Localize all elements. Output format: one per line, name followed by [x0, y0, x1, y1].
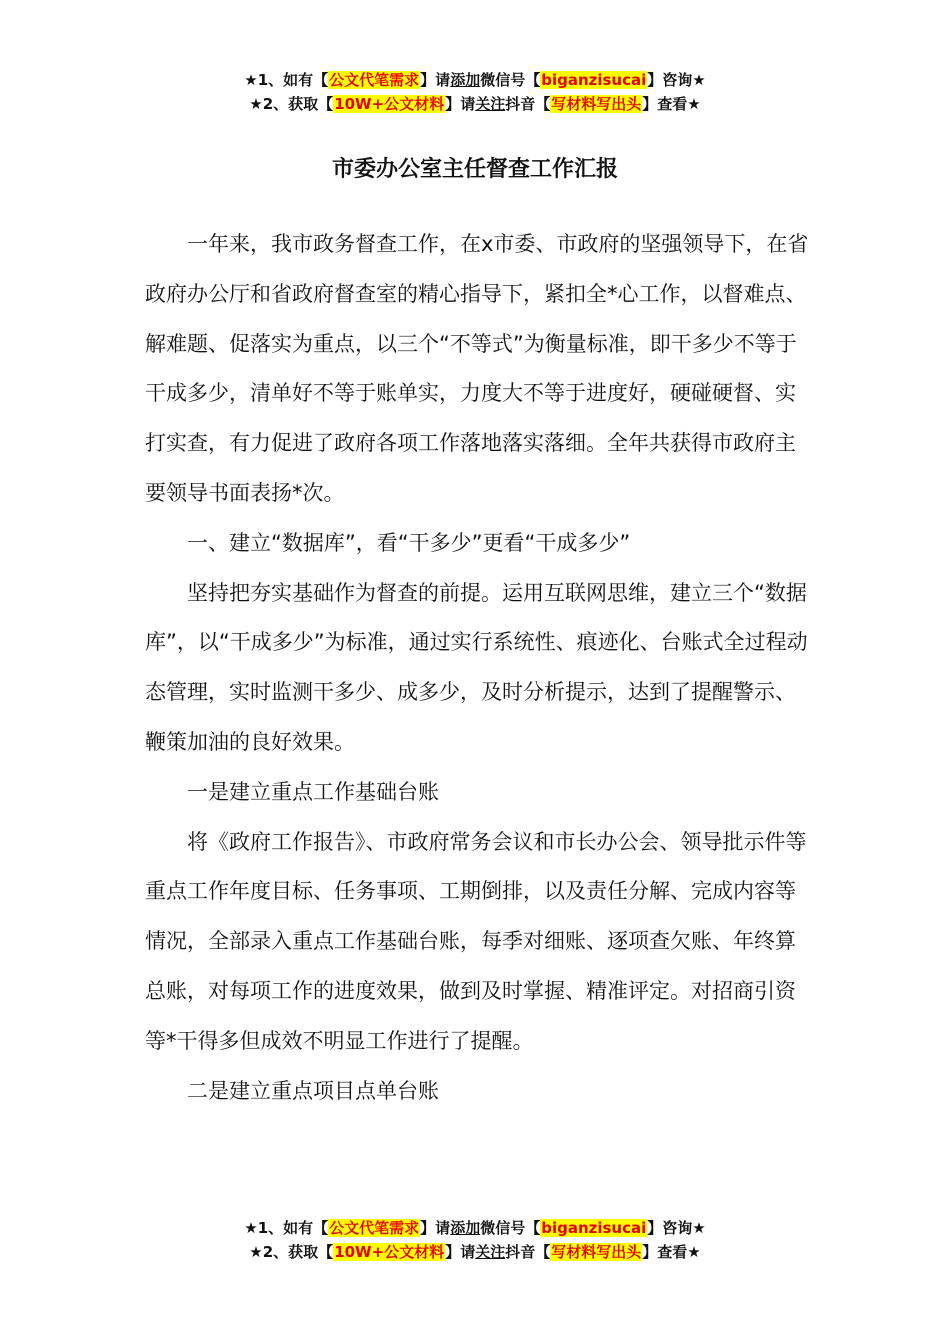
subsection-heading: 二是建立重点项目点单台账 [187, 1078, 439, 1103]
subsection-heading: 一是建立重点工作基础台账 [187, 779, 439, 804]
document-body [145, 220, 810, 1116]
paragraph: 一年来，我市政务督查工作，在x市委、市政府的坚强领导下，在省政府办公厅和省政府督查室的精心指导下，紧扣全*心工作，以督难点、解难题、促落实为重点，以三个“不等式”为衡量标准，即干多少不等于干成多少，清单好不等于账单实，力度大不等于进度好，硬碰硬督、实打实查，有力促进了政府各项工作落地落实落细。全年共获得市政府主要领导书面表扬*次。 [145, 232, 809, 505]
highlight-wechat-id: biganzisucai [541, 71, 647, 89]
promo-line-2: ★2、获取【10W+公文材料】请关注抖音【写材料写出头】查看★ [249, 95, 701, 113]
paragraph: 将《政府工作报告》、市政府常务会议和市长办公会、领导批示件等重点工作年度目标、任务事项、工期倒排，以及责任分解、完成内容等情况，全部录入重点工作基础台账，每季对细账、逐项查欠账、年终算总账，对每项工作的进度效果，做到及时掌握、精准评定。对招商引资等*干得多但成效不明显工作进行了提醒。 [145, 829, 807, 1053]
document-title: 市委办公室主任督查工作汇报 [331, 157, 618, 182]
promo-line-1: ★1、如有【公文代笔需求】请添加微信号【biganzisucai】咨询★ [244, 71, 706, 89]
promo-banner-top [0, 68, 950, 116]
highlight-service: 公文代笔需求 [329, 1219, 420, 1237]
highlight-douyin-id: 写材料写出头 [551, 95, 642, 113]
highlight-service: 公文代笔需求 [329, 71, 420, 89]
highlight-materials: 10W+公文材料 [334, 95, 445, 113]
highlight-douyin-id: 写材料写出头 [551, 1243, 642, 1261]
promo-banner-bottom [0, 1216, 950, 1264]
highlight-materials: 10W+公文材料 [334, 1243, 445, 1261]
promo-line-2: ★2、获取【10W+公文材料】请关注抖音【写材料写出头】查看★ [249, 1243, 701, 1261]
paragraph: 坚持把夯实基础作为督查的前提。运用互联网思维，建立三个“数据库”，以“干成多少”为标准，通过实行系统性、痕迹化、台账式全过程动态管理，实时监测干多少、成多少，及时分析提示，达到了提醒警示、鞭策加油的良好效果。 [145, 580, 808, 754]
section-heading: 一、建立“数据库”，看“干多少”更看“干成多少” [187, 530, 631, 555]
highlight-wechat-id: biganzisucai [541, 1219, 647, 1237]
promo-line-1: ★1、如有【公文代笔需求】请添加微信号【biganzisucai】咨询★ [244, 1219, 706, 1237]
